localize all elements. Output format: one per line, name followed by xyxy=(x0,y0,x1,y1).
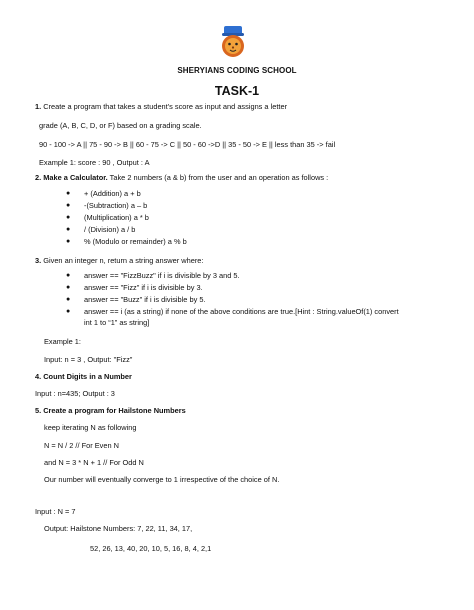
list-item: (Multiplication) a * b xyxy=(84,213,149,222)
q5-line4: Our number will eventually converge to 1 irrespective of the choice of N. xyxy=(44,475,280,484)
q5-line2: N = N / 2 // For Even N xyxy=(44,441,119,450)
bullet-icon: ● xyxy=(66,272,71,279)
q2-heading xyxy=(35,173,328,182)
list-item: answer == i (as a string) if none of the above conditions are true.[Hint : String.valueOf(1) convert xyxy=(84,307,399,316)
bullet-icon: ● xyxy=(66,238,71,245)
q1-line1 xyxy=(35,102,287,111)
bullet-icon: ● xyxy=(66,214,71,221)
bullet-icon: ● xyxy=(66,308,71,315)
lion-logo-icon xyxy=(219,25,247,59)
list-item: -(Subtraction) a – b xyxy=(84,201,148,210)
list-item: answer == "Buzz" if i is divisible by 5. xyxy=(84,295,206,304)
q5-line3: and N = 3 * N + 1 // For Odd N xyxy=(44,458,144,467)
q3-example-label: Example 1: xyxy=(44,337,81,346)
list-item: + (Addition) a + b xyxy=(84,189,141,198)
q5-output-line2: 52, 26, 13, 40, 20, 10, 5, 16, 8, 4, 2,1 xyxy=(90,544,212,553)
q1-example: Example 1: score : 90 , Output : A xyxy=(39,158,150,167)
q2-number: 2. xyxy=(35,173,42,182)
q1-number: 1. xyxy=(35,102,42,111)
q1-grading-scale: 90 - 100 -> A || 75 - 90 -> B || 60 - 75 -> C || 50 - 60 ->D || 35 - 50 -> E || less than 35 -> fail xyxy=(39,140,336,149)
q2-desc: Take 2 numbers (a & b) from the user and an operation as follows : xyxy=(109,173,329,182)
bullet-icon: ● xyxy=(66,190,71,197)
q5-input: Input : N = 7 xyxy=(35,507,76,516)
list-item: answer == "Fizz" if i is divisible by 3. xyxy=(84,283,203,292)
bullet-icon: ● xyxy=(66,284,71,291)
list-item: % (Modulo or remainder) a % b xyxy=(84,237,187,246)
q2-title: Make a Calculator. xyxy=(43,173,108,182)
q4-example: Input : n=435; Output : 3 xyxy=(35,389,115,398)
school-name: SHERYIANS CODING SCHOOL xyxy=(177,66,297,75)
page-title: TASK-1 xyxy=(214,84,260,98)
bullet-icon: ● xyxy=(66,296,71,303)
list-item-continuation: int 1 to “1” as string] xyxy=(84,318,150,327)
q4-title: 4. Count Digits in a Number xyxy=(35,372,132,381)
q3-heading xyxy=(35,256,203,265)
q5-title: 5. Create a program for Hailstone Numbers xyxy=(35,406,186,415)
list-item: / (Division) a / b xyxy=(84,225,136,234)
q5-line1: keep iterating N as following xyxy=(44,423,137,432)
q3-desc: Given an integer n, return a string answer where: xyxy=(43,256,204,265)
q1-text: Create a program that takes a student's score as input and assigns a letter xyxy=(43,102,288,111)
q3-example: Input: n = 3 , Output: "Fizz" xyxy=(44,355,133,364)
q3-number: 3. xyxy=(35,256,42,265)
bullet-icon: ● xyxy=(66,226,71,233)
q5-output-line1: Output: Hailstone Numbers: 7, 22, 11, 34, 17, xyxy=(44,524,193,533)
q1-line2: grade (A, B, C, D, or F) based on a grading scale. xyxy=(39,121,202,130)
bullet-icon: ● xyxy=(66,202,71,209)
list-item: answer == "FizzBuzz" if i is divisible by 3 and 5. xyxy=(84,271,240,280)
